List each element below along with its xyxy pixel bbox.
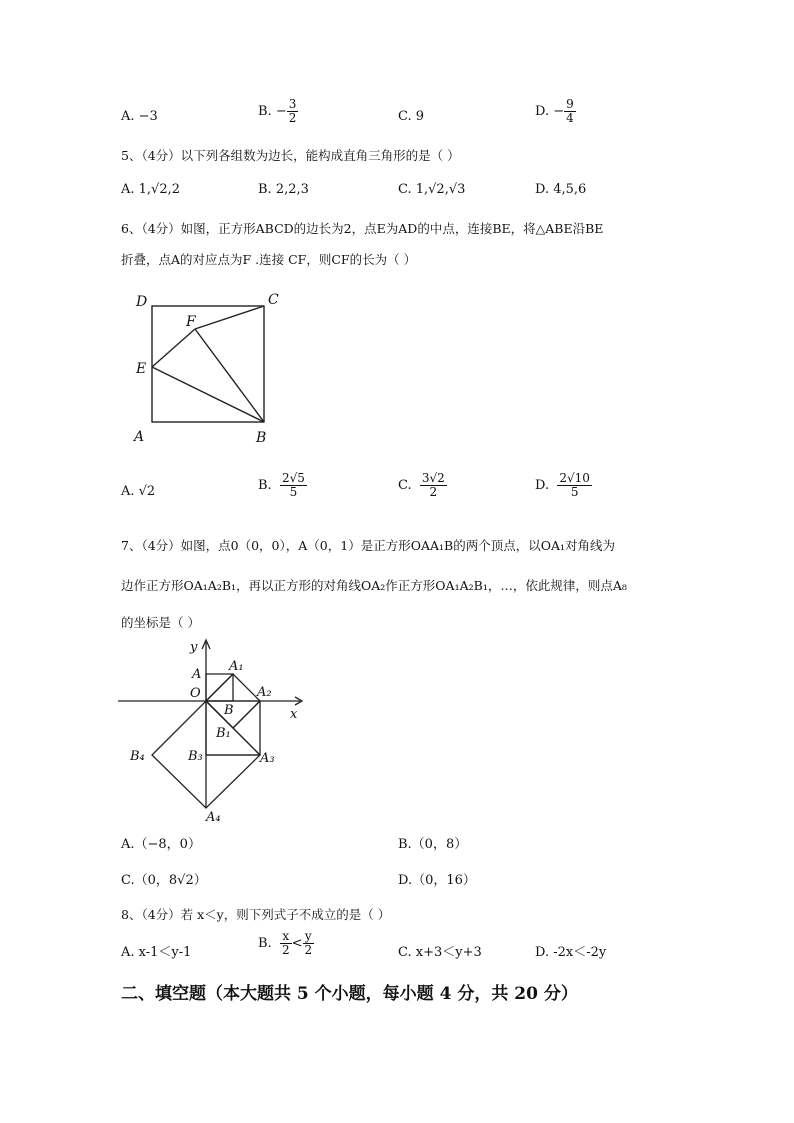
q7-label-a: A	[192, 667, 202, 682]
q8-option-b-relation: <	[291, 936, 303, 952]
q6-figure	[128, 288, 288, 448]
q6-square-abcd	[152, 306, 264, 422]
q7-figure	[118, 638, 318, 823]
q6-d-denominator: 5	[570, 485, 579, 500]
q4-option-b	[258, 98, 298, 125]
q6-option-b	[258, 472, 307, 499]
q6-option-b-fraction	[280, 472, 307, 499]
q6-d-numerator: 2√10	[559, 471, 590, 485]
q7-label-x: x	[290, 707, 298, 722]
q4-option-d-label: D. −	[535, 104, 565, 120]
q7-label-b1: B₁	[216, 726, 231, 741]
q4-option-b-fraction	[287, 98, 299, 125]
q7-option-c: C.（0，8√2）	[121, 873, 207, 888]
q7-label-b: B	[224, 703, 234, 718]
q5-option-a: A. 1,√2,2	[121, 182, 181, 197]
q7-stem-line1: 7、（4分）如图，点0（0，0），A（0，1）是正方形OAA₁B的两个顶点，以OA₁对角线为	[121, 538, 615, 553]
q6-option-d-label: D.	[535, 478, 550, 494]
q6-c-denominator: 2	[429, 485, 438, 500]
q8-option-b-fraction-y	[303, 930, 315, 957]
q7-label-b4: B₄	[130, 749, 145, 764]
q8-option-b-fraction-x	[280, 930, 292, 957]
q8-option-b	[258, 930, 314, 957]
q4-d-denominator: 4	[566, 111, 574, 126]
q7-label-y: y	[190, 640, 198, 655]
q8-b-denominator-x: 2	[281, 943, 290, 958]
q6-option-d-fraction	[557, 472, 592, 499]
q8-option-d: D. -2x＜-2y	[535, 945, 607, 960]
q4-option-d-fraction	[564, 98, 576, 125]
q4-option-a: A. −3	[121, 109, 158, 124]
q4-option-c: C. 9	[398, 109, 425, 124]
q5-option-d: D. 4,5,6	[535, 182, 587, 197]
q7-option-b: B.（0，8）	[398, 837, 468, 852]
q6-stem-line2: 折叠，点A的对应点为F .连接 CF，则CF的长为（ ）	[121, 252, 417, 267]
section-2-title: 二、填空题（本大题共 5 个小题，每小题 4 分，共 20 分）	[121, 984, 578, 1004]
q8-b-denominator-y: 2	[304, 943, 313, 958]
q4-option-b-label: B. −	[258, 104, 287, 120]
q7-label-a4: A₄	[206, 810, 221, 823]
q8-b-numerator-x: x	[280, 930, 292, 944]
q5-option-b: B. 2,2,3	[258, 182, 309, 197]
q7-label-a1: A₁	[229, 659, 244, 674]
q6-label-f: F	[186, 314, 196, 330]
q8-option-a: A. x-1＜y-1	[121, 945, 192, 960]
q6-b-denominator: 5	[289, 485, 298, 500]
q8-option-c: C. x+3＜y+3	[398, 945, 482, 960]
q7-label-a3: A₃	[260, 751, 275, 766]
q6-segment-fc	[195, 306, 264, 329]
q6-option-c-fraction	[420, 472, 447, 499]
q7-label-b3: B₃	[188, 749, 203, 764]
q8-stem: 8、（4分）若 x＜y，则下列式子不成立的是（ ）	[121, 907, 391, 922]
q4-b-numerator: 3	[288, 97, 297, 111]
q4-b-denominator: 2	[288, 111, 297, 126]
q4-option-d	[535, 98, 576, 125]
q6-option-c	[398, 472, 447, 499]
q6-label-a: A	[134, 429, 145, 445]
q6-segment-eb	[152, 367, 264, 422]
q7-stem-line3: 的坐标是（ ）	[121, 615, 200, 630]
q6-stem-line1: 6、（4分）如图，正方形ABCD的边长为2，点E为AD的中点，连接BE，将△ABE沿BE	[121, 221, 604, 236]
q6-b-numerator: 2√5	[281, 471, 305, 485]
q5-option-c: C. 1,√2,√3	[398, 182, 466, 197]
q5-stem: 5、（4分）以下列各组数为边长，能构成直角三角形的是（ ）	[121, 148, 460, 163]
q8-option-b-label: B.	[258, 936, 272, 952]
q7-label-a2: A₂	[257, 685, 272, 700]
q6-option-c-label: C.	[398, 478, 412, 494]
q6-option-b-label: B.	[258, 478, 272, 494]
q4-d-numerator: 9	[566, 97, 574, 111]
q6-segment-ef	[152, 329, 195, 367]
q6-label-b: B	[256, 430, 267, 446]
q7-option-a: A.（−8，0）	[121, 837, 201, 852]
q6-segment-fb	[195, 329, 264, 422]
q8-b-numerator-y: y	[303, 930, 315, 944]
q7-label-o: O	[190, 686, 201, 701]
q6-option-d	[535, 472, 592, 499]
q6-c-numerator: 3√2	[421, 471, 445, 485]
q6-label-d: D	[136, 294, 148, 310]
q7-option-d: D.（0，16）	[398, 873, 476, 888]
q7-stem-line2: 边作正方形OA₁A₂B₁，再以正方形的对角线OA₂作正方形OA₁A₂B₁，…，依此规律，则点A₈	[121, 578, 627, 593]
q7-segment-b1a2	[233, 701, 260, 728]
q6-label-e: E	[136, 361, 147, 377]
q6-option-a: A. √2	[121, 484, 156, 499]
q6-label-c: C	[268, 292, 279, 308]
